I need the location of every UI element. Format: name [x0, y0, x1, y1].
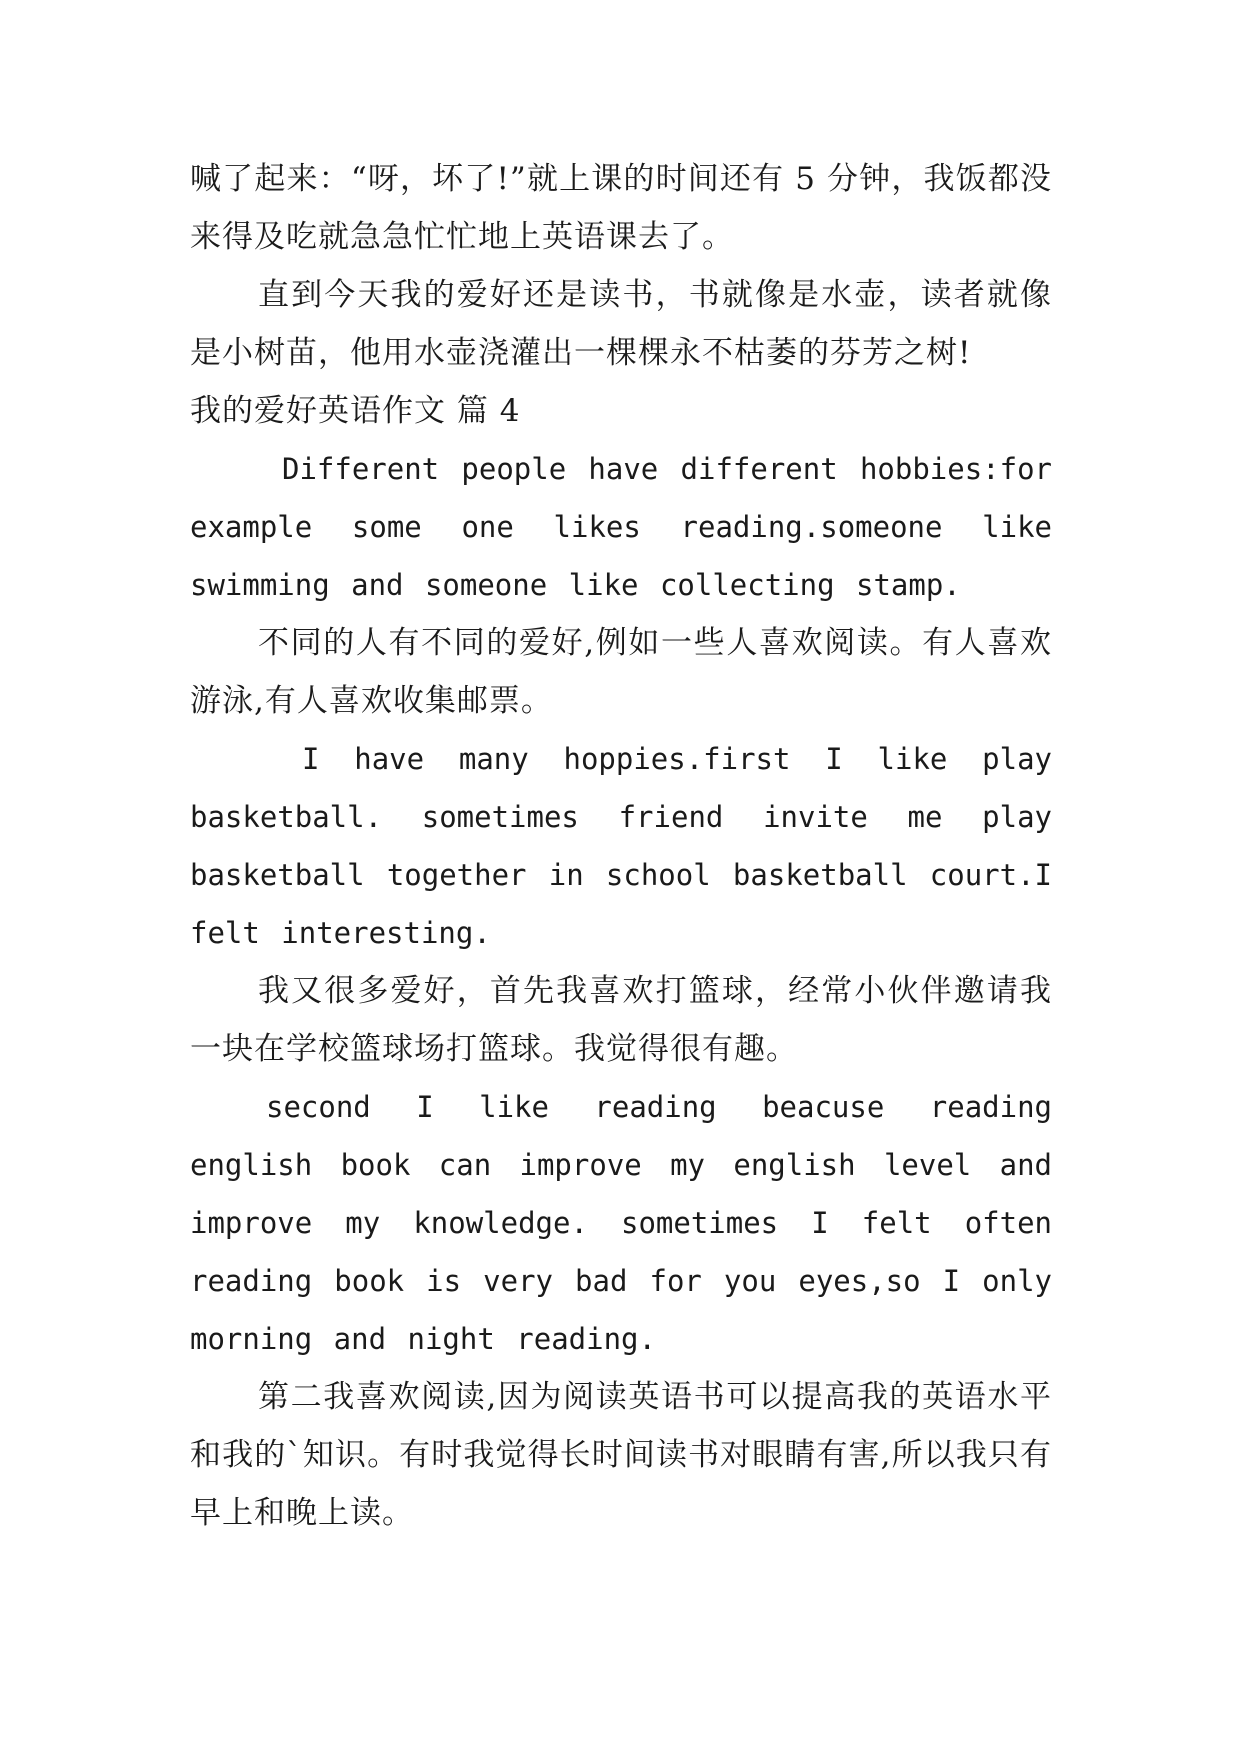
english-paragraph-1: Different people have different hobbies:for example some one likes reading.someone like swimming and someone like collecting stamp. — [190, 452, 1052, 602]
english-paragraph-2: I have many hoppies.first I like play basketball. sometimes friend invite me play basketball together in school basketball court.I felt interesting. — [190, 742, 1052, 950]
section-heading: 我的爱好英语作文 篇 4 — [190, 393, 521, 429]
chinese-paragraph-2: 我又很多爱好，首先我喜欢打篮球，经常小伙伴邀请我一块在学校篮球场打篮球。我觉得很有趣。 — [190, 973, 1052, 1067]
chinese-paragraph-1: 不同的人有不同的爱好,例如一些人喜欢阅读。有人喜欢游泳,有人喜欢收集邮票。 — [190, 625, 1052, 719]
document-body — [190, 150, 1052, 1542]
chinese-paragraph-3: 第二我喜欢阅读,因为阅读英语书可以提高我的英语水平和我的`知识。有时我觉得长时间读书对眼睛有害,所以我只有早上和晚上读。 — [190, 1379, 1052, 1531]
paragraph-conclusion: 直到今天我的爱好还是读书，书就像是水壶，读者就像是小树苗，他用水壶浇灌出一棵棵永不枯萎的芬芳之树! — [190, 277, 1052, 371]
english-paragraph-3: second I like reading beacuse reading english book can improve my english level and improve my knowledge. sometimes I felt often reading book is very bad for you eyes,so I only morning and night reading. — [190, 1090, 1052, 1356]
paragraph-ending-story: 喊了起来：“呀，坏了!”就上课的时间还有 5 分钟，我饭都没来得及吃就急急忙忙地上英语课去了。 — [190, 161, 1052, 255]
